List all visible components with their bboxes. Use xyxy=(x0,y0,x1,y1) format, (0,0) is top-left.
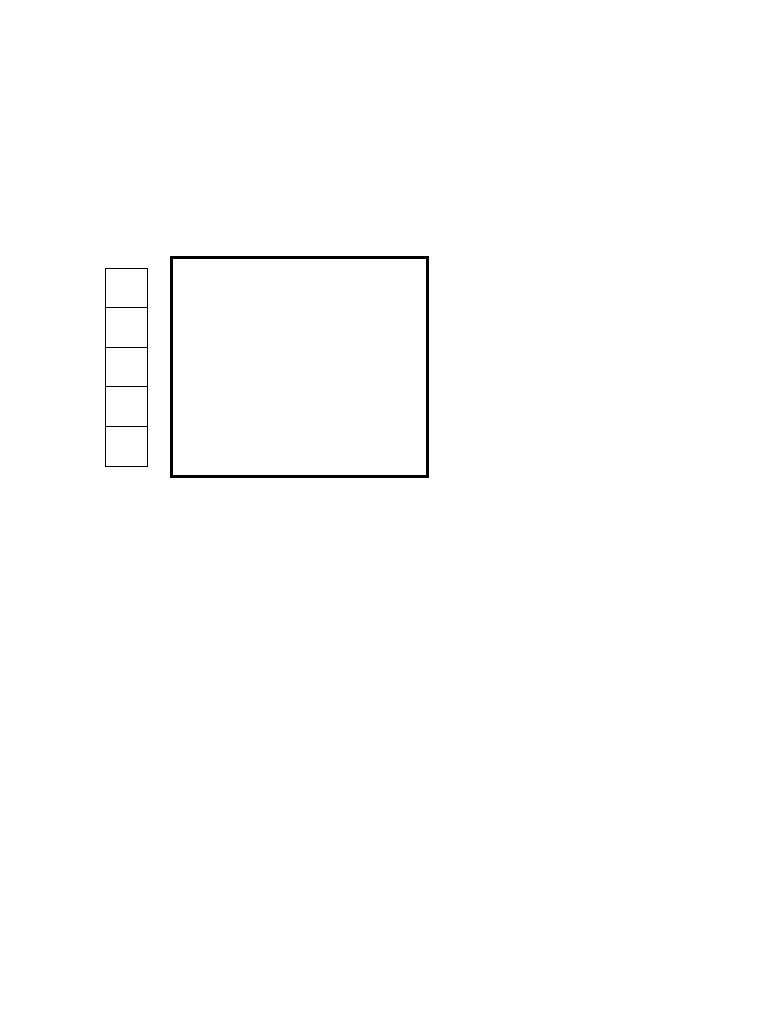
column-headers xyxy=(0,209,768,227)
row-header-1 xyxy=(106,269,147,308)
square-grid xyxy=(170,256,429,478)
row-headers xyxy=(105,268,148,467)
row-header-3 xyxy=(106,348,147,387)
row-header-2 xyxy=(106,308,147,347)
row-header-4 xyxy=(106,387,147,426)
row-header-5 xyxy=(106,427,147,466)
